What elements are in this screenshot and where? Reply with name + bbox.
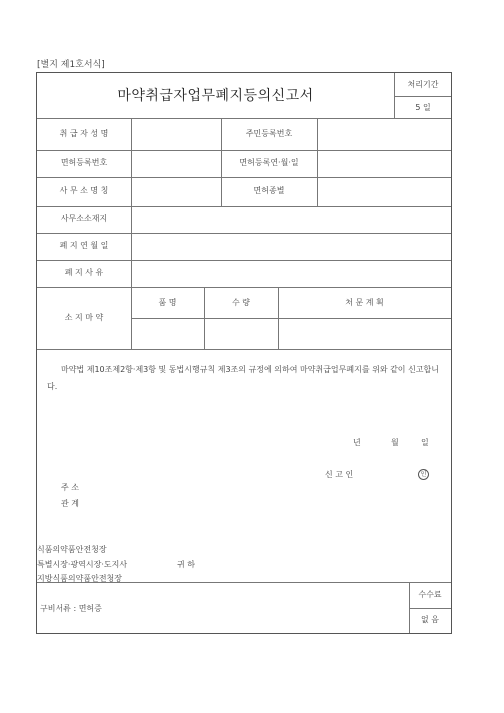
date-day: 일	[421, 438, 429, 447]
closing-reason-label: 폐 지 사 유	[64, 268, 104, 277]
addressee-line-1: 식품의약품안전청장	[37, 545, 107, 554]
row-line	[131, 318, 451, 319]
office-name-label: 사 무 소 명 칭	[59, 186, 109, 195]
license-date-label: 면허등록연·월·일	[239, 158, 299, 167]
row-line	[37, 287, 451, 288]
addressee-line-3: 지방식품의약품안전청장	[37, 574, 123, 583]
row-line	[37, 260, 451, 261]
addressee-honorific: 귀 하	[177, 560, 195, 569]
closing-date-label: 폐 지 연 월 일	[59, 241, 109, 250]
column-line	[278, 287, 279, 349]
handler-name-label: 취 급 자 성 명	[59, 129, 109, 138]
seal-text: 인	[418, 469, 429, 480]
relation-label: 관 계	[61, 499, 79, 508]
required-documents: 구비서류 : 면허증	[40, 604, 102, 613]
date-year: 년	[353, 438, 361, 447]
resident-number-label: 주민등록번호	[245, 129, 293, 138]
row-line	[37, 206, 451, 207]
fee-divider	[409, 608, 451, 609]
form-number-label: [별지 제1호서식]	[37, 60, 105, 70]
license-number-label: 면허등록번호	[60, 158, 108, 167]
row-line	[37, 349, 451, 350]
row-line	[37, 233, 451, 234]
report-form	[36, 72, 452, 634]
date-month: 월	[391, 438, 399, 447]
quantity-header: 수 량	[232, 298, 250, 307]
declaration-statement: 마약법 제10조제2항·제3항 및 동법시행규칙 제3조의 규정에 의하여 마약취급업무폐지를 위와 같이 신고합니다.	[47, 365, 439, 391]
fee-column-line	[409, 582, 410, 633]
address-label: 주 소	[61, 483, 79, 492]
processing-period-label: 처리기간	[407, 80, 439, 89]
column-line	[317, 118, 318, 206]
seal-mark	[418, 469, 429, 480]
processing-period-value: 5 일	[415, 103, 431, 112]
license-type-label: 면허종별	[253, 186, 285, 195]
header-divider	[395, 96, 451, 97]
form-title: 마약취급자업무폐지등의신고서	[117, 88, 314, 104]
disposal-plan-header: 처 문 계 획	[345, 298, 384, 307]
fee-value: 없 음	[421, 615, 439, 624]
reporter-label: 신 고 인	[325, 470, 354, 479]
fee-label: 수수료	[418, 590, 442, 599]
label-column-line	[131, 118, 132, 349]
row-line	[37, 177, 451, 178]
column-line	[204, 287, 205, 349]
row-line	[37, 118, 451, 119]
addressee-line-2: 특별시장·광역시장·도지사	[37, 560, 128, 569]
item-name-header: 품 명	[158, 298, 177, 307]
held-drugs-label: 소 지 마 약	[64, 313, 104, 322]
row-line	[37, 150, 451, 151]
office-address-label: 사무소소재지	[60, 214, 108, 223]
